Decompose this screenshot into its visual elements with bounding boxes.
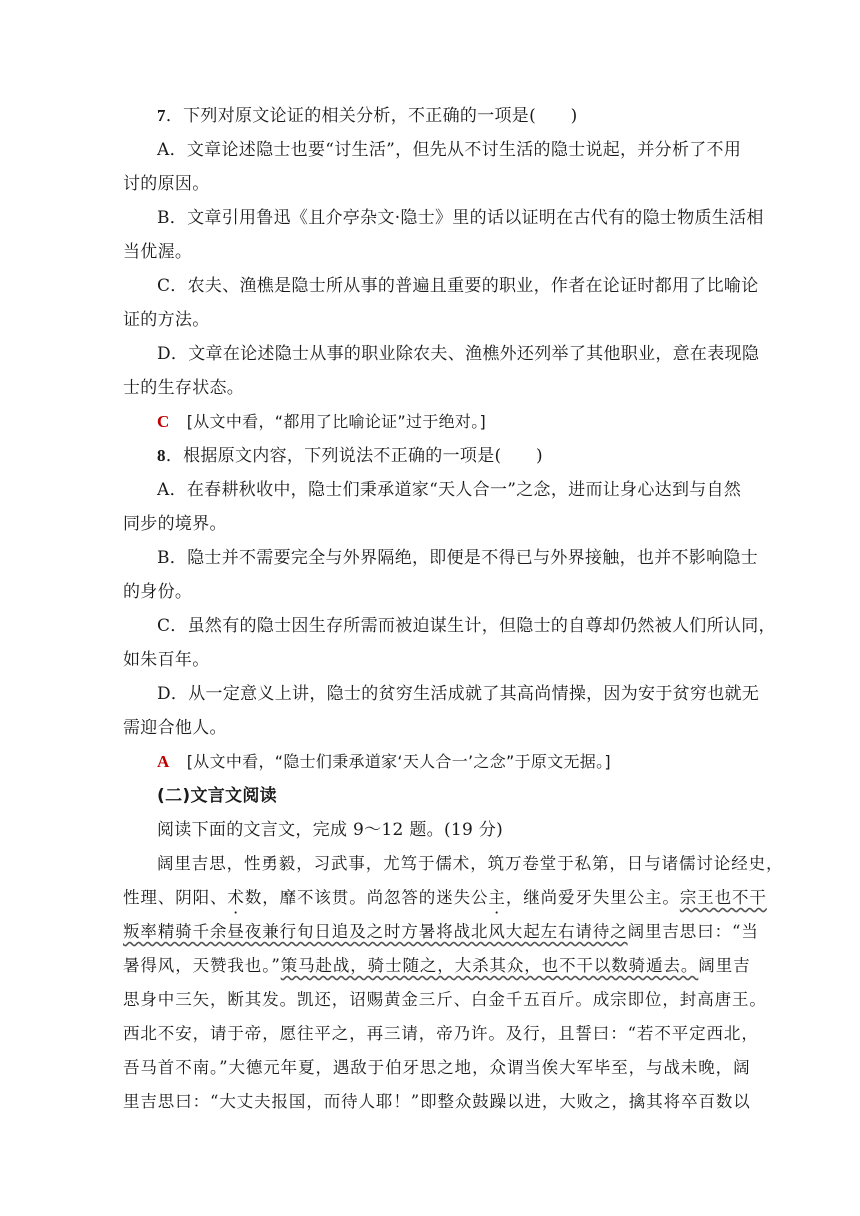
q7-answer-row: [157, 405, 763, 439]
passage-line-7: 吾马首不南。”大德元年夏，遇敌于伯牙思之地，众谓当俟大军毕至，与战未晚，阔: [123, 1058, 751, 1077]
q8-stem: [157, 439, 763, 473]
passage-text: 数，靡不该贯。尚忽答的迷失公: [244, 888, 489, 907]
q7-option-a-line2: 讨的原因。: [123, 174, 210, 194]
q7-option-c-line2: 证的方法。: [123, 310, 210, 330]
q7-option-a-line1: A．文章论述隐士也要“讨生活”，但先从不讨生活的隐士说起，并分析了不用: [157, 140, 742, 160]
q8-answer: A: [157, 752, 170, 771]
wavy-underlined-text: 叛率精骑千余昼夜兼行旬日追及之时方暑将战北风大起左右请待之: [123, 922, 628, 941]
q7-stem-text: ．下列对原文论证的相关分析，不正确的一项是( ): [165, 106, 578, 126]
q7-option-b-line1: B．文章引用鲁迅《且介亭杂文·隐士》里的话以证明在古代有的隐士物质生活相: [157, 208, 764, 228]
q8-option-d-line1: D．从一定意义上讲，隐士的贫穷生活成就了其高尚情操，因为安于贫穷也就无: [157, 684, 760, 704]
section-heading: (二)文言文阅读: [157, 786, 277, 806]
passage-text: 性理、阴阳、: [123, 888, 228, 907]
q8-stem-text: ．根据原文内容，下列说法不正确的一项是( ): [165, 446, 543, 466]
passage-text: 暑得风，天赞我也。”: [123, 956, 281, 975]
q8-option-c-line2: 如朱百年。: [123, 650, 210, 670]
q7-option-c-line1: C．农夫、渔樵是隐士所从事的普遍且重要的职业，作者在论证时都用了比喻论: [157, 276, 759, 296]
wavy-underlined-text: 策马赴战，骑士随之，大杀其众，也不干以数骑遁去。: [280, 956, 699, 975]
q8-option-b-line1: B．隐士并不需要完全与外界隔绝，即便是不得已与外界接触，也并不影响隐士: [157, 548, 758, 568]
q8-answer-row: [157, 745, 763, 779]
q8-option-c-line1: C．虽然有的隐士因生存所需而被迫谋生计，但隐士的自尊却仍然被人们所认同，: [157, 616, 776, 636]
q8-number: 8: [157, 446, 166, 465]
passage-line-5: 思身中三矢，断其发。凯还，诏赐黄金三斤、白金千五百斤。成宗即位，封高唐王。: [123, 990, 767, 1009]
passage-line-2: [123, 881, 767, 915]
dotted-character: 术: [227, 888, 245, 907]
dotted-character: 主: [488, 888, 506, 907]
q7-explanation: [从文中看，“都用了比喻论证”过于绝对。]: [186, 412, 487, 431]
q8-explanation: [从文中看，“隐士们秉承道家‘天人合一’之念”于原文无据。]: [186, 752, 611, 771]
passage-line-4: [123, 949, 763, 983]
q7-number: 7: [157, 106, 166, 125]
section-instruction: 阅读下面的文言文，完成 9～12 题。(19 分): [157, 820, 504, 840]
q7-option-b-line2: 当优渥。: [123, 242, 193, 262]
q7-option-d-line2: 士的生存状态。: [123, 378, 245, 398]
q7-answer: C: [157, 412, 170, 431]
passage-text: ，继尚爱牙失里公主。: [505, 888, 680, 907]
passage-text: 阔里吉思曰：“当: [627, 922, 759, 941]
q7-stem: [157, 99, 763, 133]
wavy-underlined-text: 宗王也不干: [679, 888, 767, 907]
q8-option-d-line2: 需迎合他人。: [123, 718, 227, 738]
passage-line-6: 西北不安，请于帝，愿往平之，再三请，帝乃许。及行，且誓曰：“若不平定西北，: [123, 1024, 759, 1043]
q8-option-b-line2: 的身份。: [123, 582, 193, 602]
q7-option-d-line1: D．文章在论述隐士从事的职业除农夫、渔樵外还列举了其他职业，意在表现隐: [157, 344, 760, 364]
passage-text: 阔里吉: [698, 956, 751, 975]
passage-line-1: 阔里吉思，性勇毅，习武事，尤笃于儒术，筑万卷堂于私第，日与诸儒讨论经史，: [157, 854, 784, 873]
q8-option-a-line1: A．在春耕秋收中，隐士们秉承道家“天人合一”之念，进而让身心达到与自然: [157, 480, 742, 500]
passage-line-3: [123, 915, 763, 949]
passage-line-8: 里吉思曰：“大丈夫报国，而待人耶！”即整众鼓躁以进，大败之，擒其将卒百数以: [123, 1092, 751, 1111]
q8-option-a-line2: 同步的境界。: [123, 514, 227, 534]
